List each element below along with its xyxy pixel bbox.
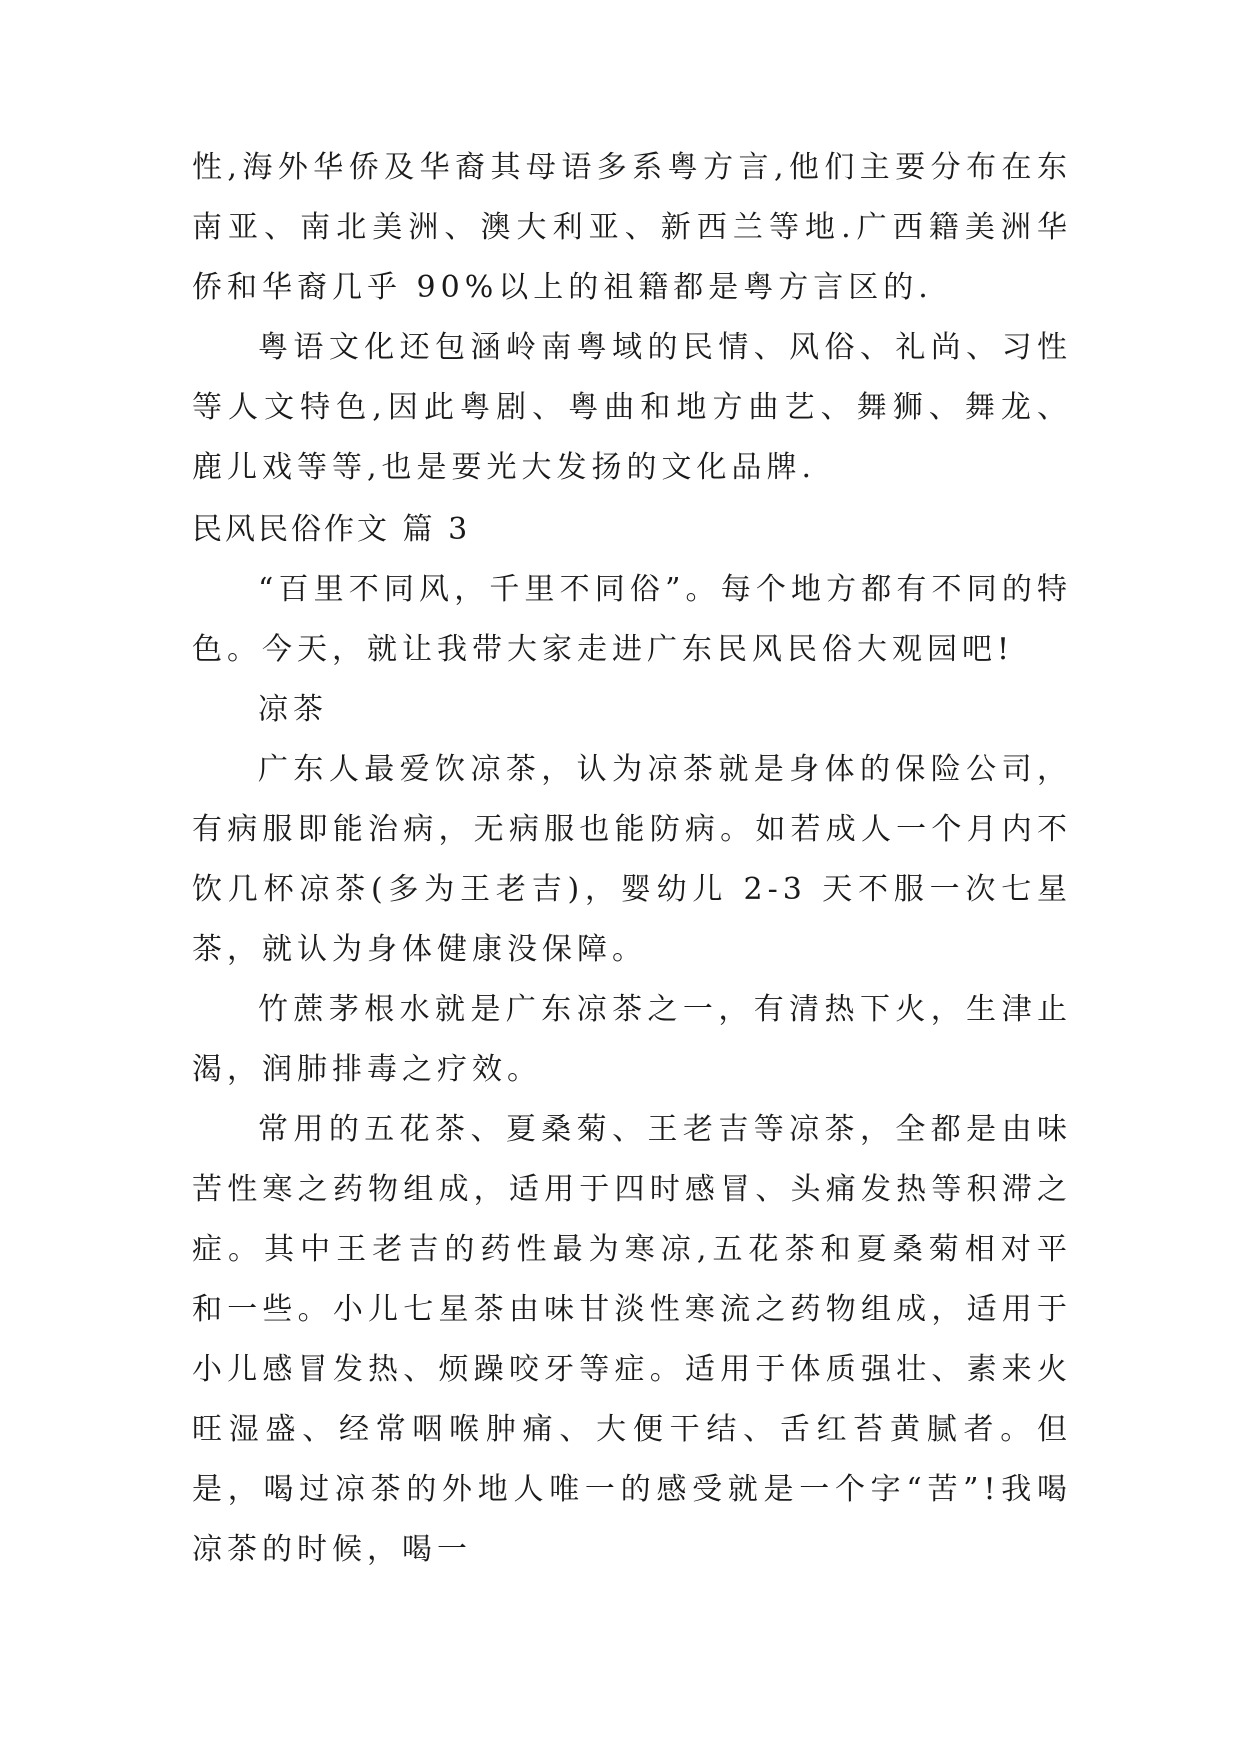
paragraph-intro: “百里不同风，千里不同俗”。每个地方都有不同的特色。今天，就让我带大家走进广东民风民俗大观园吧! [192,572,1072,667]
paragraph-continued: 性,海外华侨及华裔其母语多系粤方言,他们主要分布在东南亚、南北美洲、澳大利亚、新西兰等地.广西籍美洲华侨和华裔几乎 90%以上的祖籍都是粤方言区的. [192,150,1072,305]
paragraph-herbal-tea-love: 广东人最爱饮凉茶，认为凉茶就是身体的保险公司，有病服即能治病，无病服也能防病。如若成人一个月内不饮几杯凉茶(多为王老吉)，婴幼儿 2-3 天不服一次七星茶，就认为身体健康没保障。 [192,752,1072,967]
subheading-herbal-tea: 凉茶 [258,692,328,727]
top-text-block [192,138,1072,498]
paragraph-cantonese-culture: 粤语文化还包涵岭南粤域的民情、风俗、礼尚、习性等人文特色,因此粤剧、粤曲和地方曲艺、舞狮、舞龙、鹿儿戏等等,也是要光大发扬的文化品牌. [192,330,1072,485]
paragraph-common-teas: 常用的五花茶、夏桑菊、王老吉等凉茶，全都是由味苦性寒之药物组成，适用于四时感冒、头痛发热等积滞之症。其中王老吉的药性最为寒凉,五花茶和夏桑菊相对平和一些。小儿七星茶由味甘淡性寒流之药物组成，适用于小儿感冒发热、烦躁咬牙等症。适用于体质强壮、素来火旺湿盛、经常咽喉肿痛、大便干结、舌红苔黄腻者。但是，喝过凉茶的外地人唯一的感受就是一个字“苦”!我喝凉茶的时候，喝一 [192,1112,1072,1567]
section-heading: 民风民俗作文 篇 3 [192,512,471,547]
paragraph-sugarcane-water: 竹蔗茅根水就是广东凉茶之一，有清热下火，生津止渴，润肺排毒之疗效。 [192,992,1072,1087]
section-text-block [192,500,1072,1580]
